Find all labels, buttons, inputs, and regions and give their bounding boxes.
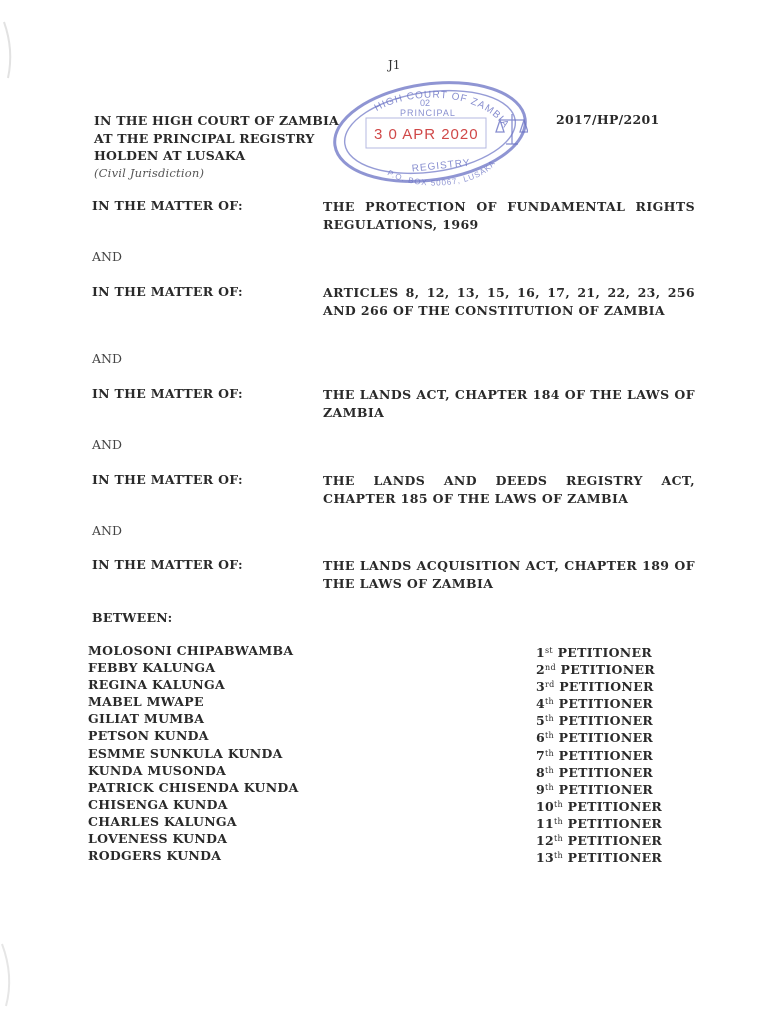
and-separator: AND	[92, 249, 122, 264]
stamp-office: PRINCIPAL	[400, 108, 456, 118]
between-label: BETWEEN:	[92, 610, 173, 625]
scan-edge-mark	[0, 940, 18, 1010]
petitioner-row	[88, 676, 686, 693]
court-jurisdiction: (Civil Jurisdiction)	[94, 165, 205, 180]
matter-label: IN THE MATTER OF:	[92, 557, 243, 572]
petitioner-row	[88, 813, 686, 830]
petitioner-row	[88, 779, 686, 796]
and-separator: AND	[92, 351, 122, 366]
matter-text: ARTICLES 8, 12, 13, 15, 16, 17, 21, 22, 23, 256 AND 266 OF THE CONSTITUTION OF ZAMBIA	[323, 285, 695, 318]
petitioner-role: 5th PETITIONER	[536, 713, 654, 729]
petitioner-row	[88, 830, 686, 847]
petitioner-name: MOLOSONI CHIPABWAMBA	[88, 643, 294, 658]
stamp-outer-text: HIGH COURT OF ZAMBIA	[372, 89, 512, 131]
scan-edge-mark	[0, 20, 18, 80]
matter-label: IN THE MATTER OF:	[92, 284, 243, 299]
matter-text: THE LANDS ACQUISITION ACT, CHAPTER 189 OF THE LAWS OF ZAMBIA	[323, 558, 695, 591]
petitioner-row	[88, 693, 686, 710]
petitioner-role: 3rd PETITIONER	[536, 679, 654, 695]
petitioner-name: GILIAT MUMBA	[88, 711, 205, 727]
petitioner-row	[88, 710, 686, 727]
and-separator: AND	[92, 437, 122, 452]
petitioner-name: REGINA KALUNGA	[88, 677, 225, 693]
petitioner-row	[88, 745, 686, 762]
and-separator: AND	[92, 523, 122, 538]
petitioner-role: 6th PETITIONER	[536, 730, 654, 746]
court-header	[94, 112, 339, 182]
petitioner-role: 12th PETITIONER	[536, 833, 663, 849]
petitioner-name: CHARLES KALUNGA	[88, 813, 237, 829]
petitioner-row	[88, 727, 686, 744]
petitioner-role: 2nd PETITIONER	[536, 662, 655, 678]
petitioners-list	[88, 642, 686, 864]
petitioner-role: 4th PETITIONER	[536, 696, 654, 712]
court-location: HOLDEN AT LUSAKA	[94, 148, 246, 163]
petitioner-name: ESMME SUNKULA KUNDA	[88, 745, 283, 761]
petitioner-name: KUNDA MUSONDA	[88, 762, 227, 778]
matter-label: IN THE MATTER OF:	[92, 472, 243, 487]
petitioner-row	[88, 659, 686, 676]
petitioner-name: FEBBY KALUNGA	[88, 660, 216, 676]
stamp-bottom-label: REGISTRY	[411, 157, 472, 175]
court-registry: AT THE PRINCIPAL REGISTRY	[94, 130, 315, 146]
petitioner-name: CHISENGA KUNDA	[88, 796, 228, 812]
petitioner-name: RODGERS KUNDA	[88, 848, 222, 864]
petitioner-row	[88, 762, 686, 779]
petitioner-role: 10th PETITIONER	[536, 798, 663, 814]
matter-label: IN THE MATTER OF:	[92, 386, 243, 401]
page-number: J1	[388, 58, 401, 72]
court-name: IN THE HIGH COURT OF ZAMBIA	[94, 113, 339, 128]
petitioner-name: MABEL MWAPE	[88, 694, 204, 710]
petitioner-role: 13th PETITIONER	[536, 850, 663, 866]
matter-label: IN THE MATTER OF:	[92, 198, 243, 213]
matter-text: THE PROTECTION OF FUNDAMENTAL RIGHTS REGULATIONS, 1969	[323, 199, 695, 232]
petitioner-role: 9th PETITIONER	[536, 781, 654, 797]
petitioner-row	[88, 847, 686, 864]
petitioner-name: PATRICK CHISENDA KUNDA	[88, 779, 299, 795]
petitioner-name: PETSON KUNDA	[88, 728, 209, 744]
petitioner-row	[88, 796, 686, 813]
petitioner-name: LOVENESS KUNDA	[88, 831, 228, 847]
matter-text: THE LANDS AND DEEDS REGISTRY ACT, CHAPTER 185 OF THE LAWS OF ZAMBIA	[323, 473, 695, 506]
stamp-address: P.O. BOX 50067, LUSAKA	[385, 158, 498, 188]
petitioner-role: 8th PETITIONER	[536, 764, 654, 780]
petitioner-row	[88, 642, 686, 659]
case-number: 2017/HP/2201	[556, 112, 660, 127]
stamp-date: 3 0 APR 2020	[374, 126, 479, 143]
stamp-code: 02	[420, 98, 431, 108]
petitioner-role: 1st PETITIONER	[536, 645, 653, 660]
matter-text: THE LANDS ACT, CHAPTER 184 OF THE LAWS OF ZAMBIA	[323, 387, 695, 420]
petitioner-role: 7th PETITIONER	[536, 747, 654, 763]
petitioner-role: 11th PETITIONER	[536, 815, 663, 831]
